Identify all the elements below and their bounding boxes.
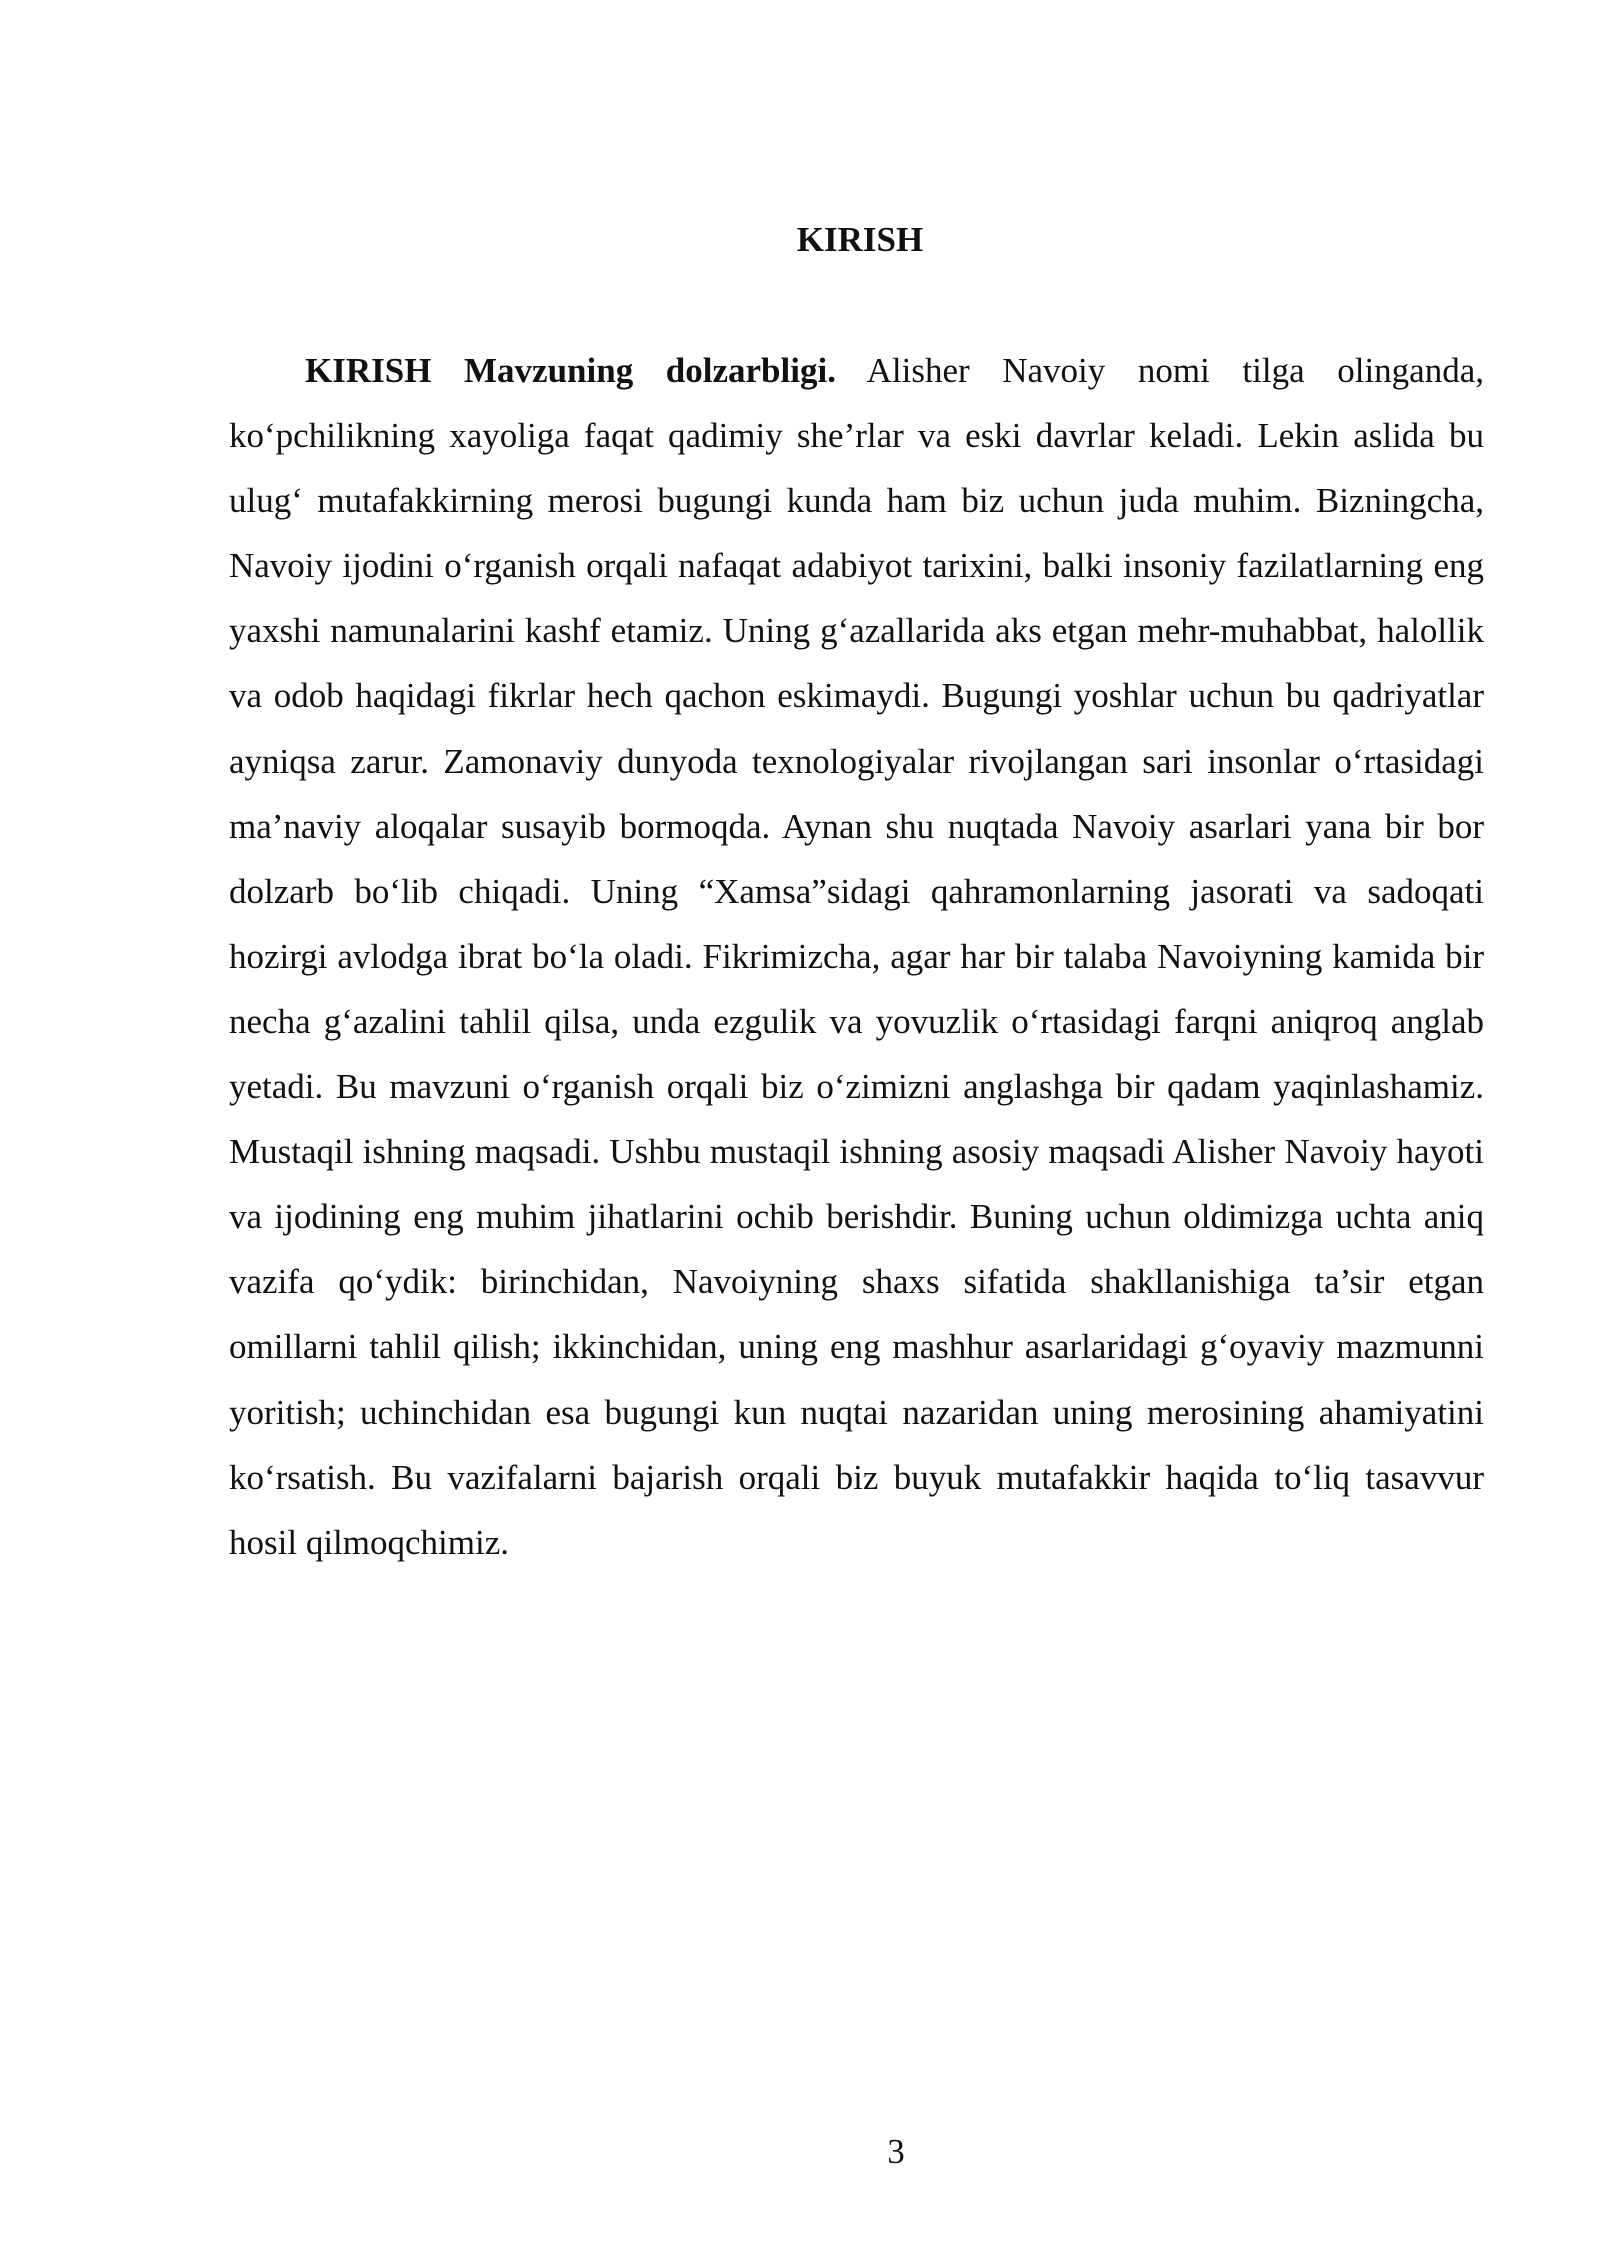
- section-heading: KIRISH: [796, 220, 924, 259]
- paragraph-text: Alisher Navoiy nomi tilga olinganda, ko‘pchilikning xayoliga faqat qadimiy she’rlar va eski davrlar keladi. Lekin aslida bu ulug‘ mutafakkirning merosi bugungi kunda ham biz uchun juda muhim. Bizningcha, Navoiy ijodini o‘rganish orqali nafaqat adabiyot tarixini, balki insoniy fazilatlarning eng yaxshi namunalarini kashf etamiz. Uning g‘azallarida aks etgan mehr-muhabbat, halollik va odob haqidagi fikrlar hech qachon eskimaydi. Bugungi yoshlar uchun bu qadriyatlar ayniqsa zarur. Zamonaviy dunyoda texnologiyalar rivojlangan sari insonlar o‘rtasidagi ma’naviy aloqalar susayib bormoqda. Aynan shu nuqtada Navoiy asarlari yana bir bor dolzarb bo‘lib chiqadi. Uning “Xamsa”sidagi qahramonlarning jasorati va sadoqati hozirgi avlodga ibrat bo‘la oladi. Fikrimizcha, agar har bir talaba Navoiyning kamida bir necha g‘azalini tahlil qilsa, unda ezgulik va yovuzlik o‘rtasidagi farqni aniqroq anglab yetadi. Bu mavzuni o‘rganish orqali biz o‘zimizni anglashga bir qadam yaqinlashamiz. Mustaqil ishning maqsadi. Ushbu mustaqil ishning asosiy maqsadi Alisher Navoiy hayoti va ijodining eng muhim jihatlarini ochib berishdir. Buning uchun oldimizga uchta aniq vazifa qo‘ydik: birinchidan, Navoiyning shaxs sifatida shakllanishiga ta’sir etgan omillarni tahlil qilish; ikkinchidan, uning eng mashhur asarlaridagi g‘oyaviy mazmunni yoritish; uchinchidan esa bugungi kun nuqtai nazaridan uning merosining ahamiyatini ko‘rsatish. Bu vazifalarni bajarish orqali biz buyuk mutafakkir haqida to‘liq tasavvur hosil qilmoqchimiz.: [229, 351, 1484, 1562]
- page-number: 3: [887, 2132, 905, 2171]
- paragraph-lead: KIRISH Mavzuning dolzarbligi.: [305, 351, 836, 390]
- intro-paragraph: [229, 338, 1484, 1575]
